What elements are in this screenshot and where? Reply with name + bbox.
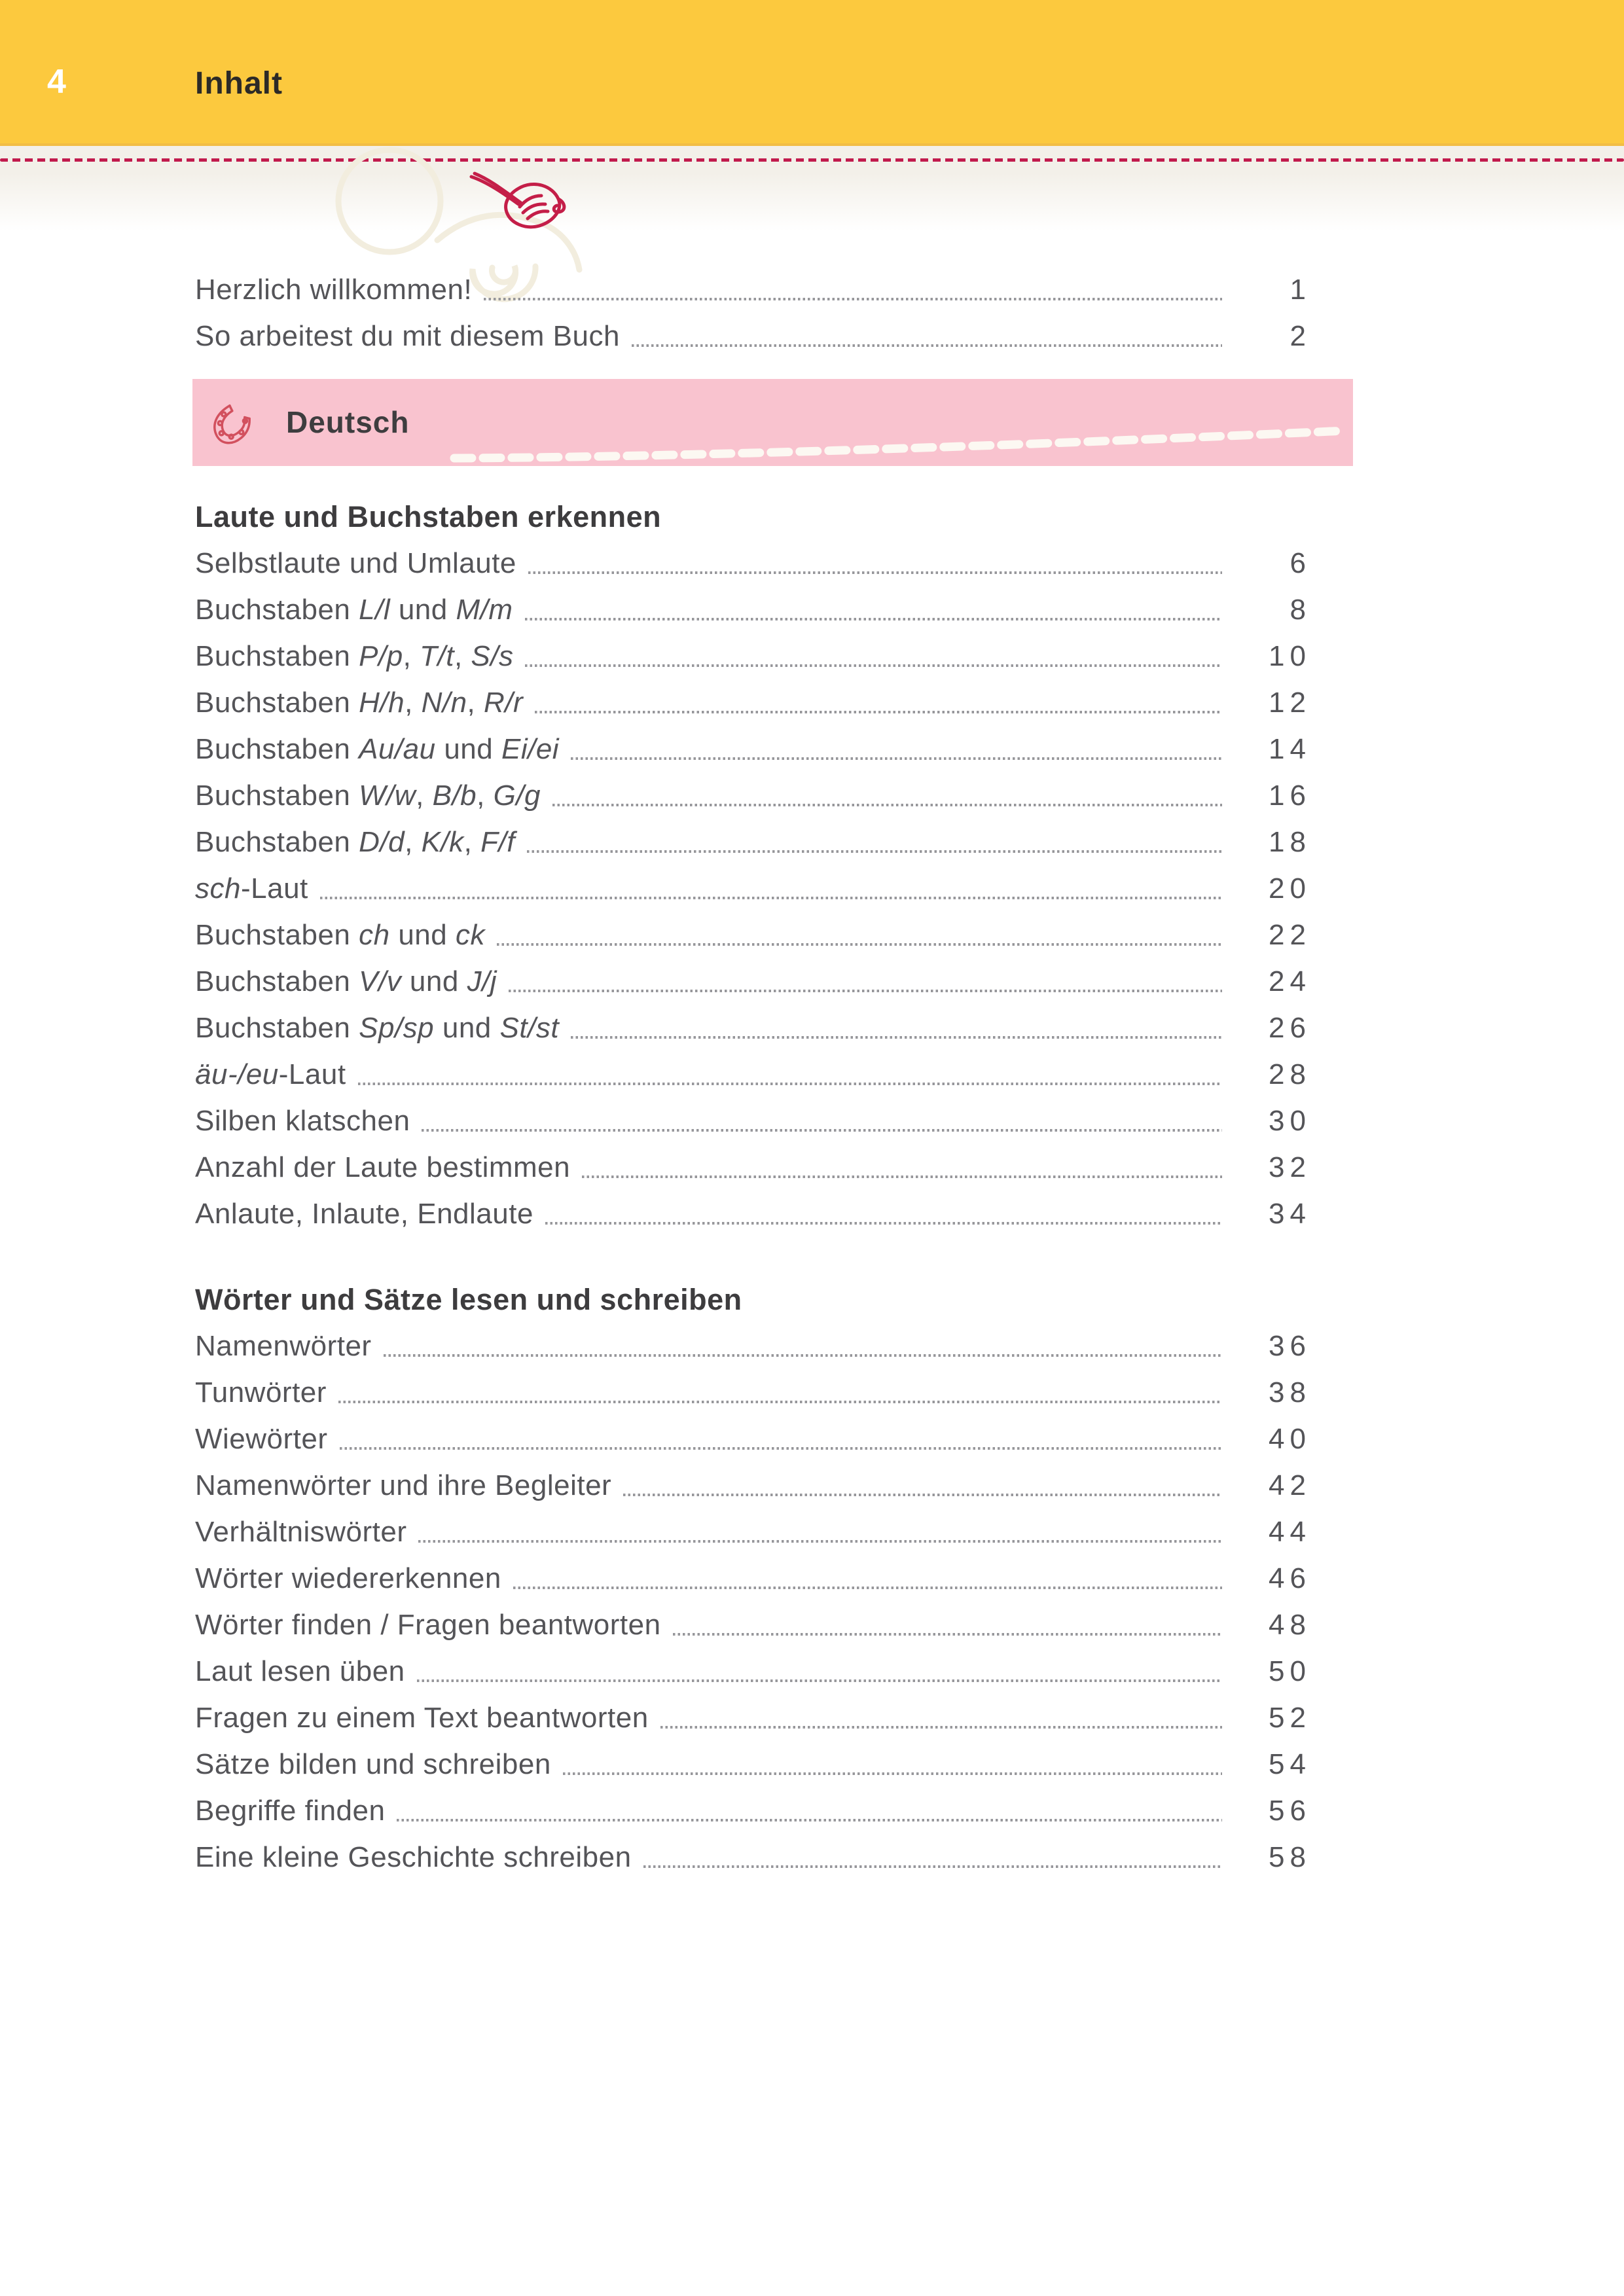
entry-title: Buchstaben W/w, B/b, G/g (195, 780, 541, 812)
dotted-leader (643, 1865, 1222, 1868)
toc-entry (195, 1602, 1311, 1648)
toc-entry-list (195, 1323, 1311, 1880)
entry-page-number: 10 (1269, 640, 1311, 672)
entry-title: Anlaute, Inlaute, Endlaute (195, 1198, 533, 1230)
leaf-icon (466, 169, 574, 238)
page-title: Inhalt (195, 66, 283, 101)
entry-page-number: 16 (1269, 780, 1311, 812)
entry-title: Wiewörter (195, 1423, 328, 1455)
entry-title: Buchstaben P/p, T/t, S/s (195, 640, 514, 672)
entry-title: Buchstaben ch und ck (195, 919, 485, 951)
toc-entry (195, 958, 1311, 1005)
dotted-leader (422, 1129, 1222, 1132)
toc-entry (195, 1051, 1311, 1098)
dotted-leader (417, 1679, 1222, 1682)
entry-title: Fragen zu einem Text beantworten (195, 1702, 649, 1734)
dotted-leader (623, 1494, 1222, 1496)
toc-entry (195, 633, 1311, 679)
entry-title: Wörter finden / Fragen beantworten (195, 1609, 661, 1641)
toc-entry (195, 1787, 1311, 1834)
entry-title: Tunwörter (195, 1376, 327, 1408)
dotted-leader (338, 1401, 1222, 1403)
entry-page-number: 36 (1269, 1330, 1311, 1362)
dotted-leader (418, 1540, 1222, 1543)
dotted-leader (509, 990, 1222, 992)
entry-page-number: 28 (1269, 1058, 1311, 1090)
toc-entry (195, 1462, 1311, 1509)
dotted-leader (563, 1772, 1222, 1775)
entry-title: Namenwörter und ihre Begleiter (195, 1469, 612, 1501)
entry-page-number: 24 (1269, 965, 1311, 997)
toc-section-woerter (195, 1276, 1311, 1880)
dotted-leader (535, 711, 1222, 713)
toc-entry (195, 1509, 1311, 1555)
toc-entry (195, 1648, 1311, 1695)
toc-entry (195, 1555, 1311, 1602)
toc-section-laute (195, 493, 1311, 1237)
toc-entry (195, 1695, 1311, 1741)
entry-title: Begriffe finden (195, 1795, 386, 1827)
entry-page-number: 34 (1269, 1198, 1311, 1230)
dotted-leader (397, 1819, 1222, 1821)
page-header-bar (0, 0, 1624, 146)
dotted-leader (384, 1354, 1222, 1357)
toc-entry (195, 819, 1311, 865)
horseshoe-icon (207, 393, 257, 451)
entry-page-number: 26 (1269, 1012, 1311, 1044)
dotted-leader (660, 1726, 1222, 1729)
section-heading: Wörter und Sätze lesen und schreiben (195, 1283, 742, 1316)
toc-entry (195, 586, 1311, 633)
entry-title: Laut lesen üben (195, 1655, 405, 1687)
dotted-leader (497, 943, 1222, 946)
dotted-leader (673, 1633, 1222, 1636)
toc-entry (195, 1834, 1311, 1880)
toc-entry (195, 313, 1311, 359)
toc-entry (195, 266, 1311, 313)
entry-page-number: 14 (1269, 733, 1311, 765)
entry-page-number: 52 (1269, 1702, 1311, 1734)
entry-page-number: 32 (1269, 1151, 1311, 1183)
dotted-leader (528, 571, 1222, 574)
entry-title: Selbstlaute und Umlaute (195, 547, 516, 579)
entry-page-number: 20 (1269, 872, 1311, 905)
entry-page-number: 48 (1269, 1609, 1311, 1641)
entry-page-number: 38 (1269, 1376, 1311, 1408)
entry-page-number: 30 (1269, 1105, 1311, 1137)
entry-page-number: 46 (1269, 1562, 1311, 1594)
toc-entry (195, 772, 1311, 819)
entry-page-number: 58 (1269, 1841, 1311, 1873)
entry-title: Anzahl der Laute bestimmen (195, 1151, 571, 1183)
dotted-leader (525, 664, 1222, 667)
dotted-leader (527, 850, 1222, 853)
dotted-leader (571, 1036, 1222, 1039)
toc-entry (195, 1416, 1311, 1462)
entry-page-number: 40 (1269, 1423, 1311, 1455)
entry-title: Eine kleine Geschichte schreiben (195, 1841, 632, 1873)
entry-title: Sätze bilden und schreiben (195, 1748, 551, 1780)
toc-entry (195, 1323, 1311, 1369)
entry-page-number: 1 (1290, 274, 1311, 306)
dotted-leader (358, 1083, 1222, 1085)
entry-page-number: 18 (1269, 826, 1311, 858)
entry-title: Silben klatschen (195, 1105, 410, 1137)
dotted-leader (484, 298, 1222, 300)
dotted-leader (582, 1175, 1222, 1178)
dotted-leader (545, 1222, 1222, 1225)
entry-title: Buchstaben D/d, K/k, F/f (195, 826, 515, 858)
entry-page-number: 12 (1269, 687, 1311, 719)
entry-title: äu-/eu-Laut (195, 1058, 346, 1090)
dotted-leader (552, 804, 1222, 806)
toc-entry (195, 1741, 1311, 1787)
entry-title: Buchstaben Au/au und Ei/ei (195, 733, 560, 765)
entry-title: Buchstaben V/v und J/j (195, 965, 497, 997)
dotted-leader (571, 757, 1222, 760)
entry-page-number: 6 (1290, 547, 1311, 579)
entry-page-number: 42 (1269, 1469, 1311, 1501)
toc-entry (195, 865, 1311, 912)
entry-page-number: 54 (1269, 1748, 1311, 1780)
section-heading: Laute und Buchstaben erkennen (195, 500, 662, 533)
entry-title: So arbeitest du mit diesem Buch (195, 320, 620, 352)
entry-title: Buchstaben H/h, N/n, R/r (195, 687, 524, 719)
entry-page-number: 44 (1269, 1516, 1311, 1548)
entry-page-number: 56 (1269, 1795, 1311, 1827)
toc-entry (195, 679, 1311, 726)
dotted-leader (525, 618, 1222, 620)
entry-page-number: 8 (1290, 594, 1311, 626)
page-number: 4 (47, 63, 67, 101)
toc-entry (195, 726, 1311, 772)
entry-title: sch-Laut (195, 872, 308, 905)
dotted-leader (320, 897, 1222, 899)
entry-title: Buchstaben Sp/sp und St/st (195, 1012, 560, 1044)
toc-entry (195, 1144, 1311, 1191)
entry-title: Buchstaben L/l und M/m (195, 594, 513, 626)
toc-intro-list (195, 266, 1311, 359)
subject-banner-label: Deutsch (286, 405, 410, 439)
red-dashed-rule (0, 158, 1624, 162)
entry-page-number: 22 (1269, 919, 1311, 951)
entry-title: Herzlich willkommen! (195, 274, 473, 306)
toc-entry (195, 1191, 1311, 1237)
dotted-leader (340, 1447, 1222, 1450)
entry-title: Wörter wiedererkennen (195, 1562, 501, 1594)
entry-page-number: 50 (1269, 1655, 1311, 1687)
entry-title: Namenwörter (195, 1330, 372, 1362)
toc-entry (195, 912, 1311, 958)
entry-page-number: 2 (1290, 320, 1311, 352)
toc-entry (195, 1098, 1311, 1144)
toc-entry (195, 1369, 1311, 1416)
dotted-leader (632, 344, 1222, 347)
subject-banner-deutsch (192, 379, 1353, 466)
dotted-leader (513, 1587, 1222, 1589)
toc-entry-list (195, 540, 1311, 1237)
toc-entry (195, 1005, 1311, 1051)
entry-title: Verhältniswörter (195, 1516, 407, 1548)
toc-entry (195, 540, 1311, 586)
